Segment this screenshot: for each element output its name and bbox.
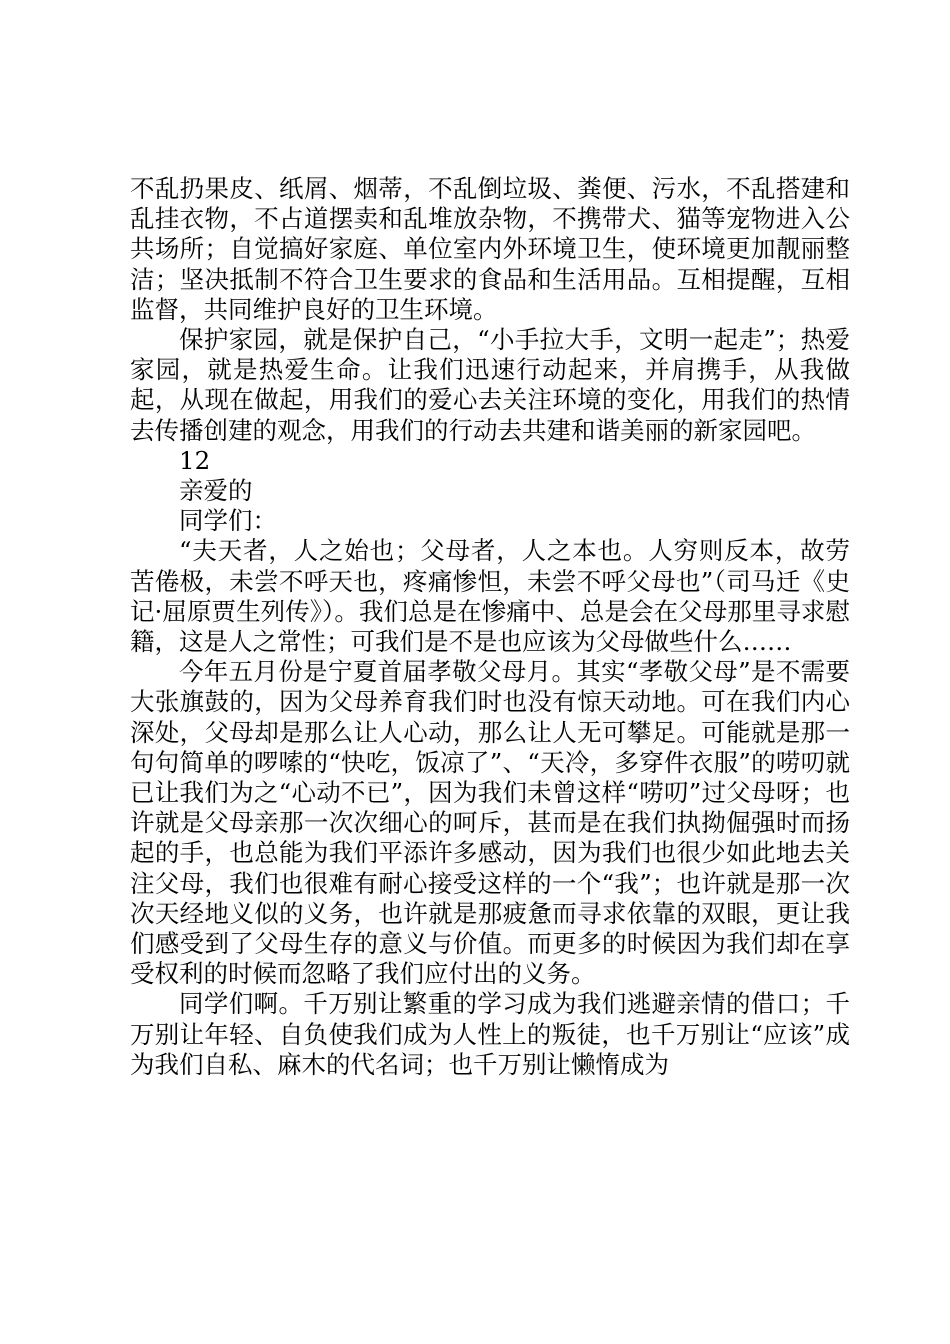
paragraph-filial-month: 今年五月份是宁夏首届孝敬父母月。其实“孝敬父母”是不需要大张旗鼓的，因为父母养育我们时也没有惊天动地。可在我们内心深处，父母却是那么让人心动，那么让人无可攀足。可能就是那一句句简单的啰嗦的“快吃，饭凉了”、“天冷，多穿件衣服”的唠叨就已让我们为之“心动不已”，因为我们未曾这样“唠叨”过父母呀；也许就是父母亲那一次次细心的呵斥，甚而是在我们执拗倔强时而扬起的手，也总能为我们平添许多感动，因为我们也很少如此地去关注父母，我们也很难有耐心接受这样的一个“我”；也许就是那一次次天经地义似的义务，也许就是那疲惫而寻求依靠的双眼，更让我们感受到了父母生存的意义与价值。而更多的时候因为我们却在享受权利的时候而忽略了我们应付出的义务。 <box>130 657 850 989</box>
salutation-dear: 亲爱的 <box>179 476 253 506</box>
document-page <box>130 174 850 1080</box>
paragraph-hygiene-rules: 不乱扔果皮、纸屑、烟蒂，不乱倒垃圾、粪便、污水，不乱搭建和乱挂衣物，不占道摆卖和乱堆放杂物，不携带犬、猫等宠物进入公共场所；自觉搞好家庭、单位室内外环境卫生，使环境更加靓丽整洁；坚决抵制不符合卫生要求的食品和生活用品。互相提醒，互相监督，共同维护良好的卫生环境。 <box>130 174 850 324</box>
paragraph-quote: “夫天者，人之始也；父母者，人之本也。人穷则反本，故劳苦倦极，未尝不呼天也，疼痛惨怛，未尝不呼父母也”（司马迁《史记·屈原贾生列传》）。我们总是在惨痛中、总是会在父母那里寻求慰籍，这是人之常性；可我们是不是也应该为父母做些什么…… <box>130 536 850 657</box>
section-number: 12 <box>179 445 211 475</box>
salutation-students: 同学们： <box>179 506 277 536</box>
paragraph-appeal: 同学们啊。千万别让繁重的学习成为我们逃避亲情的借口；千万别让年轻、自负使我们成为人性上的叛徒，也千万别让“应该”成为我们自私、麻木的代名词；也千万别让懒惰成为 <box>130 989 850 1079</box>
paragraph-protect-home: 保护家园，就是保护自己，“小手拉大手，文明一起走”；热爱家园，就是热爱生命。让我们迅速行动起来，并肩携手，从我做起，从现在做起，用我们的爱心去关注环境的变化，用我们的热情去传播创建的观念，用我们的行动去共建和谐美丽的新家园吧。 <box>130 325 850 445</box>
